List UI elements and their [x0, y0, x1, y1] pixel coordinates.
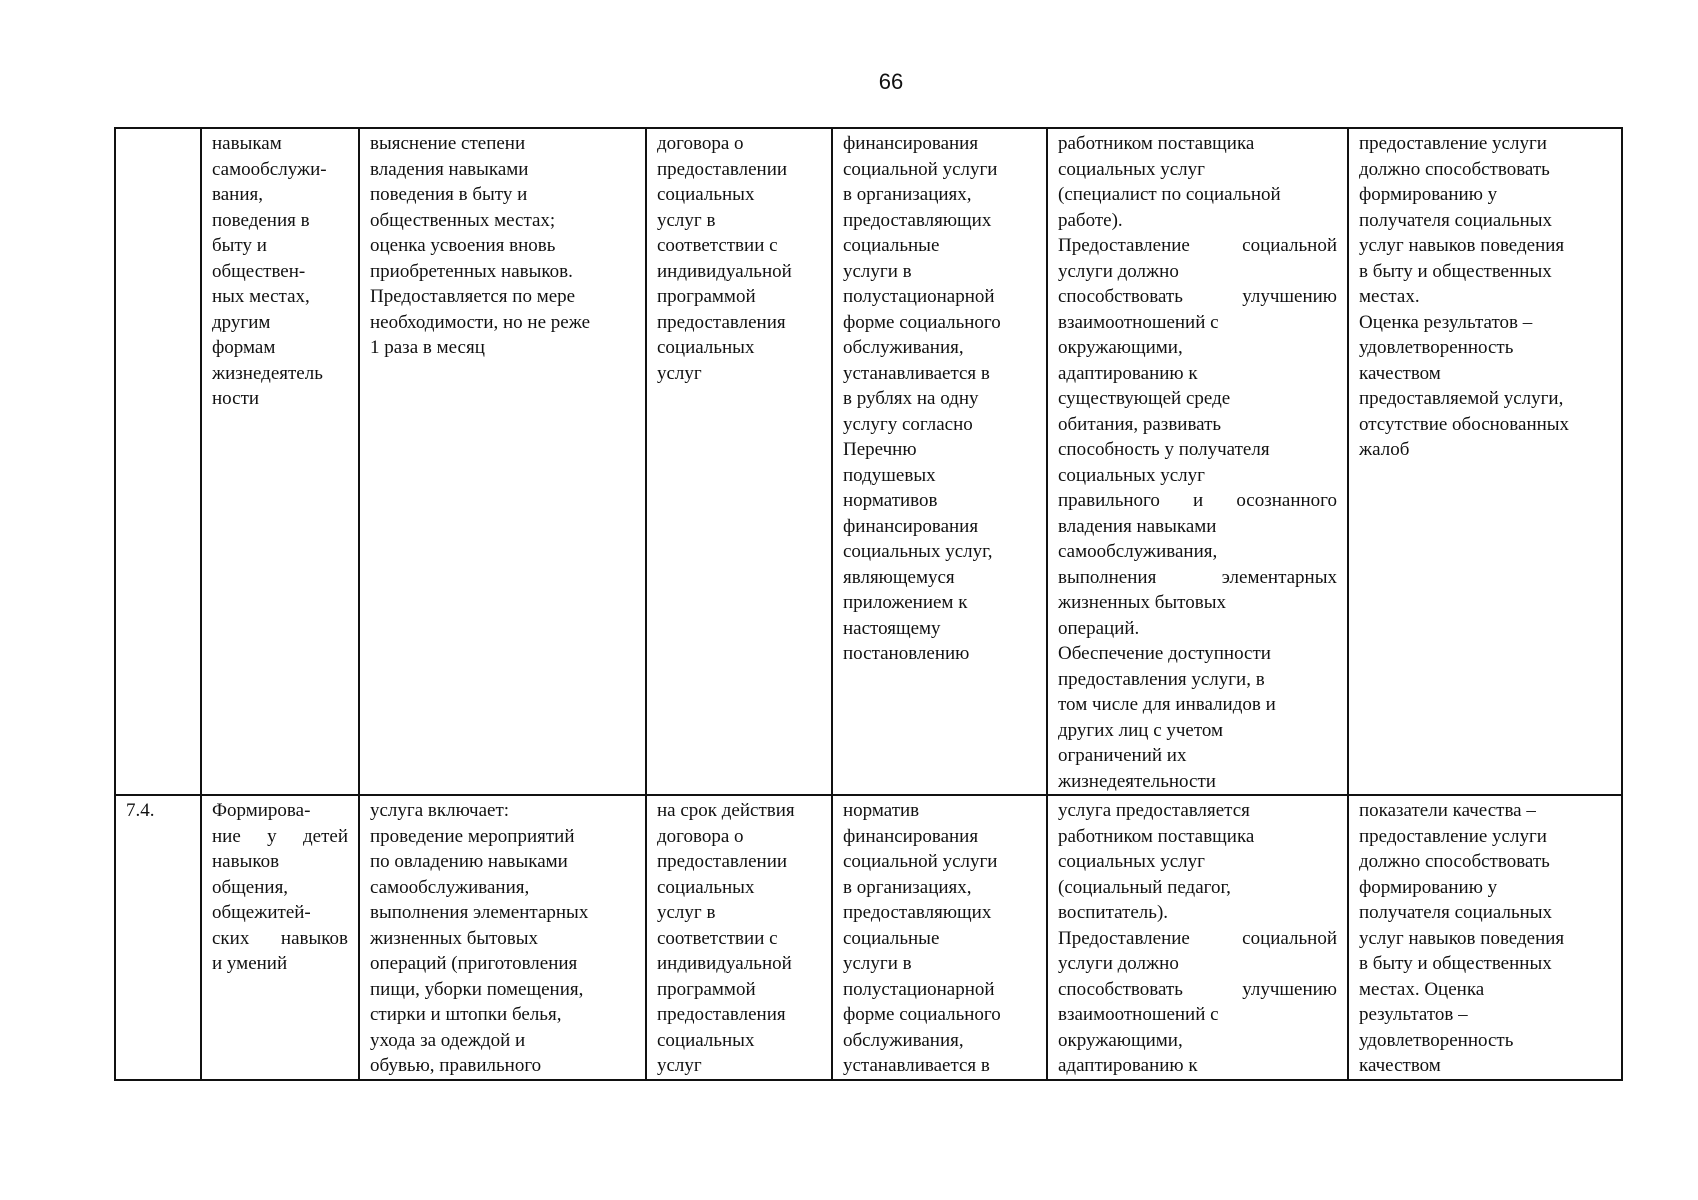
cell-text-line: жизненных бытовых [1058, 592, 1226, 613]
cell-text-line: общения, [212, 876, 289, 898]
cell-text-line: услуги в [843, 260, 912, 282]
cell-text-line: услуги должно [1058, 953, 1179, 974]
cell-text-line: форме социального [843, 1004, 1001, 1025]
cell-text-line: (социальный педагог, [1058, 876, 1231, 898]
services-table [114, 127, 1623, 1081]
cell-text-line: ограничений их [1058, 745, 1187, 766]
service-conditions-cell [1047, 128, 1348, 795]
cell-text-line: предоставления услуги, в [1058, 668, 1265, 690]
cell-text-line: качеством [1359, 362, 1441, 384]
cell-text-line: финансирования [843, 133, 979, 154]
cell-text-line: ние у детей [212, 825, 348, 847]
cell-text-line: получателя социальных [1359, 209, 1553, 231]
cell-text-line: пищи, уборки помещения, [370, 978, 584, 1000]
cell-text-line: владения навыками [370, 158, 529, 180]
cell-text-line: поведения в быту и [370, 184, 528, 205]
cell-text-line: формам [212, 337, 276, 358]
cell-text-line: предоставления [657, 311, 786, 333]
cell-text-line: правильного и осознанного [1058, 490, 1337, 511]
cell-text-line: полустационарной [843, 978, 995, 1000]
cell-text-line: социальной услуги [843, 158, 998, 180]
cell-text-line: существующей среде [1058, 388, 1231, 409]
cell-text-line: выяснение степени [370, 133, 526, 154]
cell-text-line: постановлению [843, 643, 970, 664]
cell-text-line: услуга включает: [370, 800, 510, 821]
quality-indicators-cell [1348, 795, 1622, 1080]
cell-text-line: ухода за одеждой и [370, 1029, 526, 1051]
service-conditions-cell [1047, 795, 1348, 1080]
cell-text-line: договора о [657, 825, 744, 847]
cell-text-line: оценка усвоения вновь [370, 235, 556, 256]
cell-text-line: услуги должно [1058, 260, 1179, 282]
cell-text-line: социальных услуг [1058, 464, 1205, 486]
cell-text-line: работником поставщика [1058, 133, 1255, 154]
cell-text-line: услуг в [657, 209, 716, 231]
cell-text-line: в рублях на одну [843, 388, 979, 409]
cell-text-line: 1 раза в месяц [370, 337, 485, 358]
cell-text-line: навыков [212, 851, 280, 872]
cell-text-line: обувью, правильного [370, 1055, 542, 1076]
cell-text-line: подушевых [843, 464, 936, 486]
cell-text-line: соответствии с [657, 927, 778, 949]
cell-text-line: общежитей- [212, 902, 311, 923]
cell-text-line: устанавливается в [843, 362, 990, 384]
cell-text-line: предоставления [657, 1004, 786, 1025]
page-number: 66 [878, 69, 904, 94]
cell-text-line: самообслужи- [212, 158, 327, 180]
cell-text-line: владения навыками [1058, 515, 1217, 537]
cell-text-line: самообслуживания, [370, 876, 530, 898]
cell-text-line: (специалист по социальной [1058, 184, 1281, 205]
cell-text-line: в быту и общественных [1359, 260, 1552, 282]
cell-text-line: социальной услуги [843, 851, 998, 872]
quality-indicators-cell [1348, 128, 1622, 795]
cell-text-line: услуг в [657, 902, 716, 923]
cell-text-line: взаимоотношений с [1058, 1004, 1219, 1025]
cell-text-line: социальных [657, 876, 755, 898]
cell-text-line: способность у получателя [1058, 439, 1270, 460]
cell-text-line: отсутствие обоснованных [1359, 413, 1570, 435]
cell-text-line: выполнения элементарных [370, 902, 589, 923]
cell-text-line: адаптированию к [1058, 362, 1198, 384]
cell-text-line: навыкам [212, 133, 282, 154]
table-row [115, 795, 1622, 1080]
service-name-cell [201, 795, 359, 1080]
cell-text-line: являющемуся [843, 566, 955, 588]
cell-text-line: индивидуальной [657, 260, 792, 282]
cell-text-line: услуг [657, 362, 702, 384]
cell-text-line: предоставляющих [843, 902, 992, 923]
cell-text-line: социальных услуг [1058, 158, 1205, 180]
cell-text-line: вания, [212, 184, 263, 205]
cell-text-line: взаимоотношений с [1058, 311, 1219, 333]
cell-text-line: полустационарной [843, 286, 995, 307]
cell-text-line: социальные [843, 235, 940, 256]
cell-text-line: предоставляющих [843, 209, 992, 231]
service-cost-cell [832, 795, 1047, 1080]
cell-text-line: жизнедеятельности [1058, 770, 1216, 792]
cell-text-line: Перечню [843, 439, 917, 460]
cell-text-line: ских навыков [212, 927, 348, 949]
cell-text-line: операций (приготовления [370, 953, 578, 974]
cell-text-line: окружающими, [1058, 1029, 1183, 1051]
cell-text-line: программой [657, 978, 756, 1000]
cell-text-line: финансирования [843, 825, 979, 847]
cell-text-line: услуг навыков поведения [1359, 235, 1565, 256]
cell-text-line: результатов – [1359, 1004, 1468, 1025]
cell-text-line: проведение мероприятий [370, 825, 575, 847]
cell-text-line: поведения в [212, 209, 310, 231]
cell-text-line: том числе для инвалидов и [1058, 694, 1276, 715]
service-term-cell [646, 128, 832, 795]
cell-text-line: жизненных бытовых [370, 927, 538, 949]
cell-text-line: в организациях, [843, 184, 972, 205]
row-number-cell [115, 128, 201, 795]
cell-text-line: Оценка результатов – [1359, 311, 1533, 333]
cell-text-line: услуг [657, 1055, 702, 1076]
row-number-cell: 7.4. [115, 795, 201, 1080]
cell-text-line: услуги в [843, 953, 912, 974]
cell-text-line: окружающими, [1058, 337, 1183, 358]
service-cost-cell [832, 128, 1047, 795]
cell-text-line: нормативов [843, 490, 938, 511]
cell-text-line: выполнения элементарных [1058, 566, 1337, 588]
cell-text-line: приложением к [843, 592, 968, 613]
cell-text-line: устанавливается в [843, 1055, 990, 1076]
cell-text-line: ности [212, 388, 260, 409]
cell-text-line: местах. Оценка [1359, 978, 1485, 1000]
service-name-cell [201, 128, 359, 795]
cell-text-line: должно способствовать [1359, 158, 1550, 180]
cell-text-line: предоставлении [657, 851, 788, 872]
cell-text-line: норматив [843, 800, 920, 821]
cell-text-line: способствовать улучшению [1058, 978, 1337, 1000]
cell-text-line: социальных [657, 1029, 755, 1051]
cell-text-line: в быту и общественных [1359, 953, 1552, 974]
cell-text-line: предоставлении [657, 158, 788, 180]
cell-text-line: должно способствовать [1359, 851, 1550, 872]
cell-text-line: Формирова- [212, 800, 311, 821]
cell-text-line: предоставление услуги [1359, 133, 1547, 154]
cell-text-line: необходимости, но не реже [370, 311, 591, 333]
cell-text-line: в организациях, [843, 876, 972, 898]
cell-text-line: программой [657, 286, 756, 307]
cell-text-line: Предоставление социальной [1058, 927, 1337, 949]
cell-text-line: других лиц с учетом [1058, 719, 1224, 741]
cell-text-line: финансирования [843, 515, 979, 537]
cell-text-line: способствовать улучшению [1058, 286, 1337, 307]
cell-text-line: индивидуальной [657, 953, 792, 974]
cell-text-line: жизнедеятель [212, 362, 323, 384]
cell-text-line: социальных [657, 337, 755, 358]
cell-text-line: соответствии с [657, 235, 778, 256]
cell-text-line: быту и [212, 235, 267, 256]
cell-text-line: обслуживания, [843, 1029, 964, 1051]
cell-text-line: настоящему [843, 617, 941, 639]
cell-text-line: работе). [1058, 209, 1123, 231]
cell-text-line: услуг навыков поведения [1359, 927, 1565, 949]
cell-text-line: формированию у [1359, 876, 1498, 898]
cell-text-line: предоставляемой услуги, [1359, 388, 1564, 409]
cell-text-line: работником поставщика [1058, 825, 1255, 847]
cell-text-line: Предоставляется по мере [370, 286, 576, 307]
cell-text-line: форме социального [843, 311, 1001, 333]
cell-text-line: обслуживания, [843, 337, 964, 358]
cell-text-line: социальных услуг [1058, 851, 1205, 872]
cell-text-line: предоставление услуги [1359, 825, 1547, 847]
cell-text-line: Обеспечение доступности [1058, 643, 1271, 664]
cell-text-line: воспитатель). [1058, 902, 1169, 923]
cell-text-line: договора о [657, 133, 744, 154]
cell-text-line: услуга предоставляется [1058, 800, 1250, 821]
cell-text-line: обитания, развивать [1058, 413, 1222, 435]
cell-text-line: адаптированию к [1058, 1055, 1198, 1076]
cell-text-line: самообслуживания, [1058, 541, 1218, 562]
cell-text-line: услугу согласно [843, 413, 973, 435]
cell-text-line: социальных услуг, [843, 541, 993, 562]
cell-text-line: социальных [657, 184, 755, 205]
cell-text-line: показатели качества – [1359, 800, 1536, 821]
service-content-cell [359, 128, 646, 795]
cell-text-line: получателя социальных [1359, 902, 1553, 923]
cell-text-line: другим [212, 311, 271, 333]
table-row [115, 128, 1622, 795]
cell-text-line: обществен- [212, 260, 306, 282]
cell-text-line: общественных местах; [370, 209, 556, 231]
cell-text-line: удовлетворенность [1359, 337, 1514, 358]
cell-text-line: ных местах, [212, 286, 310, 307]
cell-text-line: приобретенных навыков. [370, 260, 573, 282]
cell-text-line: и умений [212, 953, 288, 974]
cell-text-line: местах. [1359, 286, 1420, 307]
cell-text-line: Предоставление социальной [1058, 235, 1337, 256]
cell-text-line: на срок действия [657, 800, 795, 821]
service-content-cell [359, 795, 646, 1080]
cell-text-line: качеством [1359, 1055, 1441, 1076]
cell-text-line: социальные [843, 927, 940, 949]
cell-text-line: стирки и штопки белья, [370, 1004, 562, 1025]
service-term-cell [646, 795, 832, 1080]
cell-text-line: удовлетворенность [1359, 1029, 1514, 1051]
cell-text-line: жалоб [1359, 439, 1410, 460]
cell-text-line: формированию у [1359, 184, 1498, 205]
cell-text-line: операций. [1058, 617, 1140, 639]
cell-text-line: по овладению навыками [370, 851, 568, 872]
